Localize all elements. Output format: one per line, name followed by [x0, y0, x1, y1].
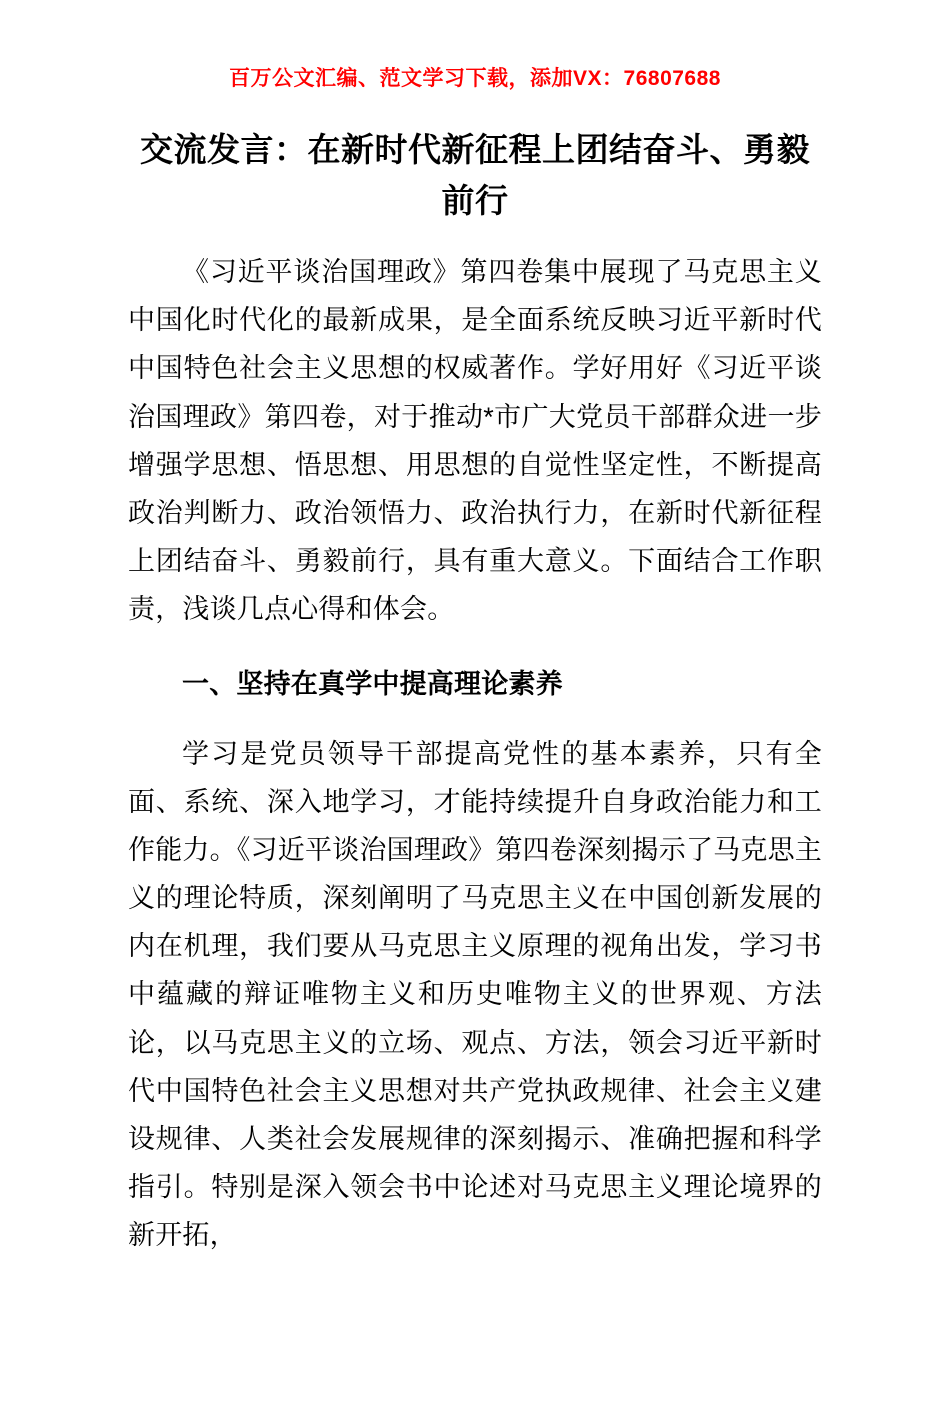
document-page [0, 62, 950, 1406]
intro-paragraph: 《习近平谈治国理政》第四卷集中展现了马克思主义中国化时代化的最新成果，是全面系统反映习近平新时代中国特色社会主义思想的权威著作。学好用好《习近平谈治国理政》第四卷，对于推动*市广大党员干部群众进一步增强学思想、悟思想、用思想的自觉性坚定性，不断提高政治判断力、政治领悟力、政治执行力，在新时代新征程上团结奋斗、勇毅前行，具有重大意义。下面结合工作职责，浅谈几点心得和体会。 [128, 257, 822, 624]
section-one-paragraph: 学习是党员领导干部提高党性的基本素养，只有全面、系统、深入地学习，才能持续提升自身政治能力和工作能力。《习近平谈治国理政》第四卷深刻揭示了马克思主义的理论特质，深刻阐明了马克思主义在中国创新发展的内在机理，我们要从马克思主义原理的视角出发，学习书中蕴藏的辩证唯物主义和历史唯物主义的世界观、方法论，以马克思主义的立场、观点、方法，领会习近平新时代中国特色社会主义思想对共产党执政规律、社会主义建设规律、人类社会发展规律的深刻揭示、准确把握和科学指引。特别是深入领会书中论述对马克思主义理论境界的新开拓， [128, 739, 822, 1250]
page-title: 交流发言：在新时代新征程上团结奋斗、勇毅前行 [140, 131, 810, 220]
watermark-text: 百万公文汇编、范文学习下载，添加VX：76807688 [229, 67, 721, 90]
section-heading-one: 一、坚持在真学中提高理论素养 [182, 668, 563, 699]
